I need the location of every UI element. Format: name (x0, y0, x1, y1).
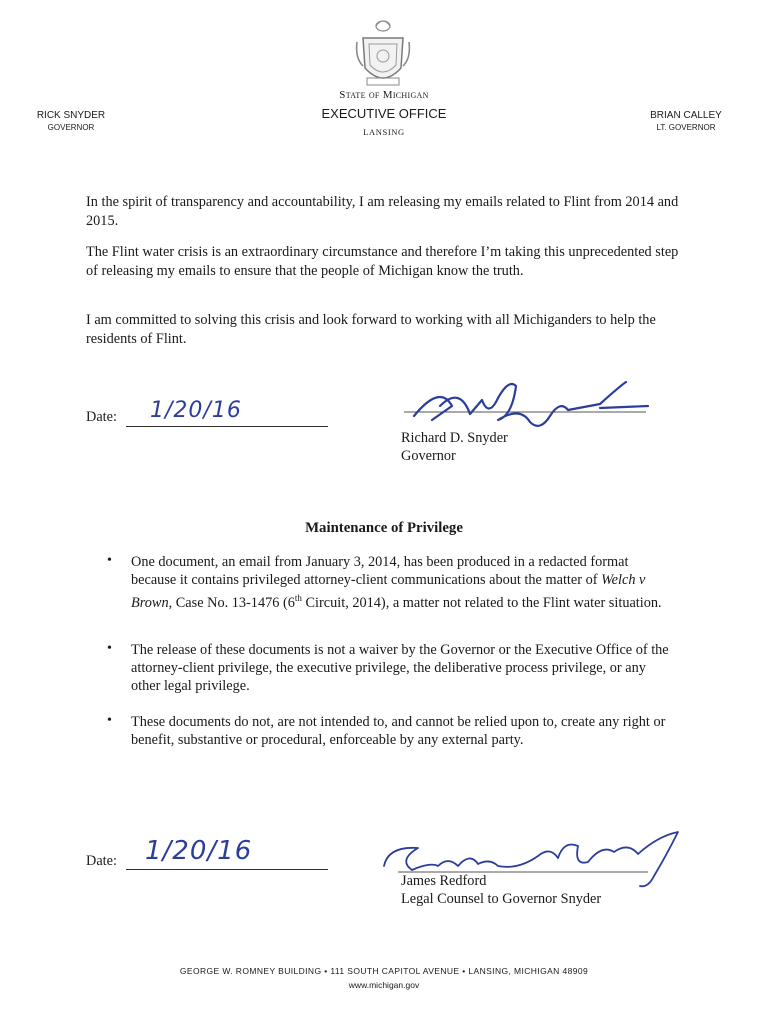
body-paragraph-1: In the spirit of transparency and accountability, I am releasing my emails related to Flint from 2014 and 2015. (86, 194, 679, 229)
footer-website: www.michigan.gov (348, 980, 420, 990)
date-line (126, 426, 328, 427)
body-paragraph-2: The Flint water crisis is an extraordinary circumstance and therefore I’m taking this unprecedented step of releasing my emails to ensure that the people of Michigan know the truth. (86, 244, 679, 279)
signer-title: Governor (401, 448, 456, 464)
signer-name: Richard D. Snyder (401, 430, 508, 446)
lansing-line: LANSING (363, 127, 405, 137)
bullet-text: One document, an email from January 3, 2014, has been produced in a redacted format because it contains privileged attorney-client communications about the matter of (131, 554, 629, 588)
case-name: Welch v Brown (131, 572, 646, 611)
footer-address: GEORGE W. ROMNEY BUILDING • 111 SOUTH CAPITOL AVENUE • LANSING, MICHIGAN 48909 (179, 966, 589, 976)
section-heading: Maintenance of Privilege (305, 520, 463, 536)
signer-name: James Redford (401, 873, 487, 889)
body-paragraph-3: I am committed to solving this crisis and look forward to working with all Michiganders to help the residents of Flint. (86, 312, 656, 347)
lt-governor-title: LT. GOVERNOR (656, 123, 716, 132)
case-number: , Case No. 13-1476 (6 (168, 594, 295, 611)
handwritten-date: 1/20/16 (145, 836, 253, 866)
date-label: Date: (86, 409, 117, 425)
privilege-bullet-1 (131, 553, 676, 612)
governor-name: RICK SNYDER (36, 110, 106, 121)
signer-title: Legal Counsel to Governor Snyder (401, 891, 602, 907)
handwritten-date: 1/20/16 (150, 398, 242, 423)
date-line (126, 869, 328, 870)
governor-signature-icon (400, 376, 652, 436)
governor-title: GOVERNOR (47, 123, 95, 132)
date-label: Date: (86, 853, 117, 869)
executive-office-title: EXECUTIVE OFFICE (321, 106, 447, 121)
michigan-state-seal-icon (355, 18, 411, 92)
privilege-bullet-3: These documents do not, are not intended to, and cannot be relied upon to, create any right or benefit, substantive or procedural, enforceable by any external party. (131, 714, 666, 748)
bullet-text-end: Circuit, 2014), a matter not related to the Flint water situation. (301, 594, 662, 611)
state-of-michigan-line: State of Michigan (339, 89, 429, 101)
ordinal-suffix: th (294, 593, 302, 603)
bullet-marker: • (107, 713, 112, 728)
bullet-marker: • (107, 641, 112, 656)
privilege-bullet-2: The release of these documents is not a waiver by the Governor or the Executive Office of the attorney-client privilege, the executive privilege, the deliberative process privilege, or any other legal privilege. (131, 642, 669, 694)
lt-governor-name: BRIAN CALLEY (650, 110, 722, 121)
bullet-marker: • (107, 553, 112, 568)
